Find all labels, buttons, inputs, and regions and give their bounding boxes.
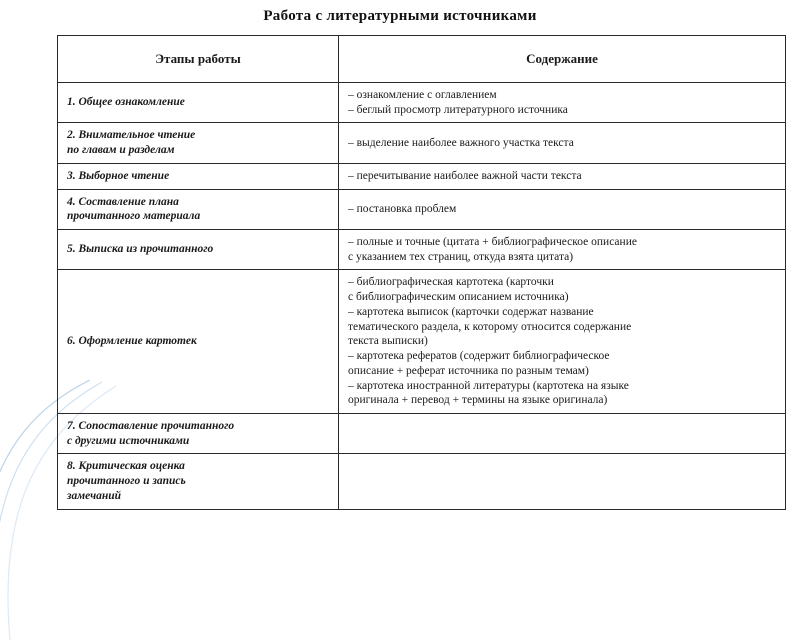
stage-line: 1. Общее ознакомление (67, 96, 185, 109)
stage-line: 8. Критическая оценка (67, 460, 185, 473)
page-title: Работа с литературными источниками (263, 8, 537, 24)
table-row (58, 454, 786, 509)
content-empty (348, 472, 776, 490)
content-line: – постановка проблем (348, 202, 457, 215)
content-line: – беглый просмотр литературного источника (348, 103, 568, 116)
stage-lines (67, 334, 329, 349)
stage-lines (67, 128, 329, 157)
content-lines (348, 202, 776, 217)
content-line: текста выписки) (348, 335, 428, 348)
table-row (58, 189, 786, 229)
cell-content (339, 83, 786, 123)
content-line: – библиографическая картотека (карточки (348, 276, 554, 289)
work-stages-table (57, 35, 786, 510)
stage-line: 2. Внимательное чтение (67, 129, 196, 142)
cell-content (339, 163, 786, 189)
cell-content (339, 413, 786, 453)
content-line: – выделение наиболее важного участка текста (348, 136, 574, 149)
stage-line: прочитанного и запись (67, 475, 186, 488)
stage-line: замечаний (67, 489, 122, 502)
stage-lines (67, 242, 329, 257)
stage-line: по главам и разделам (67, 144, 175, 157)
stage-lines (67, 169, 329, 184)
work-stages-table-container (57, 35, 747, 510)
cell-content (339, 454, 786, 509)
cell-stage (58, 230, 339, 270)
table-body (58, 36, 786, 510)
content-line: тематического раздела, к которому относится содержание (348, 320, 632, 333)
stage-lines (67, 459, 329, 503)
table-row (58, 163, 786, 189)
table-row (58, 83, 786, 123)
content-lines (348, 472, 776, 490)
stage-line: 6. Оформление картотек (67, 335, 197, 348)
stage-lines (67, 95, 329, 110)
cell-stage (58, 189, 339, 229)
content-line: – картотека рефератов (содержит библиографическое (348, 350, 610, 363)
cell-stage (58, 413, 339, 453)
content-lines (348, 169, 776, 184)
stage-line: 5. Выписка из прочитанного (67, 243, 214, 256)
table-row (58, 230, 786, 270)
content-lines (348, 88, 776, 117)
content-line: описание + реферат источника по разным темам) (348, 364, 589, 377)
content-lines (348, 136, 776, 151)
cell-content (339, 123, 786, 163)
content-lines (348, 425, 776, 443)
stage-line: 3. Выборное чтение (67, 169, 170, 182)
column-header-content: Содержание (339, 36, 786, 83)
cell-content (339, 189, 786, 229)
content-line: – полные и точные (цитата + библиографическое описание (348, 236, 637, 249)
content-lines (348, 235, 776, 264)
cell-stage (58, 454, 339, 509)
stage-lines (67, 195, 329, 224)
column-header-stage: Этапы работы (58, 36, 339, 83)
content-line: – картотека иностранной литературы (картотека на языке (348, 379, 629, 392)
table-row (58, 270, 786, 413)
cell-content (339, 270, 786, 413)
content-line: – картотека выписок (карточки содержат название (348, 305, 594, 318)
stage-lines (67, 419, 329, 448)
content-line: – ознакомление с оглавлением (348, 89, 497, 101)
cell-content (339, 230, 786, 270)
stage-line: 4. Составление плана (67, 195, 179, 208)
stage-line: 7. Сопоставление прочитанного (67, 419, 235, 432)
cell-stage (58, 270, 339, 413)
stage-line: с другими источниками (67, 434, 190, 447)
stage-line: прочитанного материала (67, 210, 201, 223)
content-line: – перечитывание наиболее важной части текста (348, 169, 582, 182)
table-header-row (58, 36, 786, 83)
content-line: с указанием тех страниц, откуда взята цитата) (348, 250, 574, 263)
content-empty (348, 425, 776, 443)
table-row (58, 413, 786, 453)
cell-stage (58, 163, 339, 189)
table-row (58, 123, 786, 163)
content-line: оригинала + перевод + термины на языке оригинала) (348, 394, 608, 407)
cell-stage (58, 83, 339, 123)
content-lines (348, 275, 776, 407)
content-line: с библиографическим описанием источника) (348, 291, 569, 304)
cell-stage (58, 123, 339, 163)
